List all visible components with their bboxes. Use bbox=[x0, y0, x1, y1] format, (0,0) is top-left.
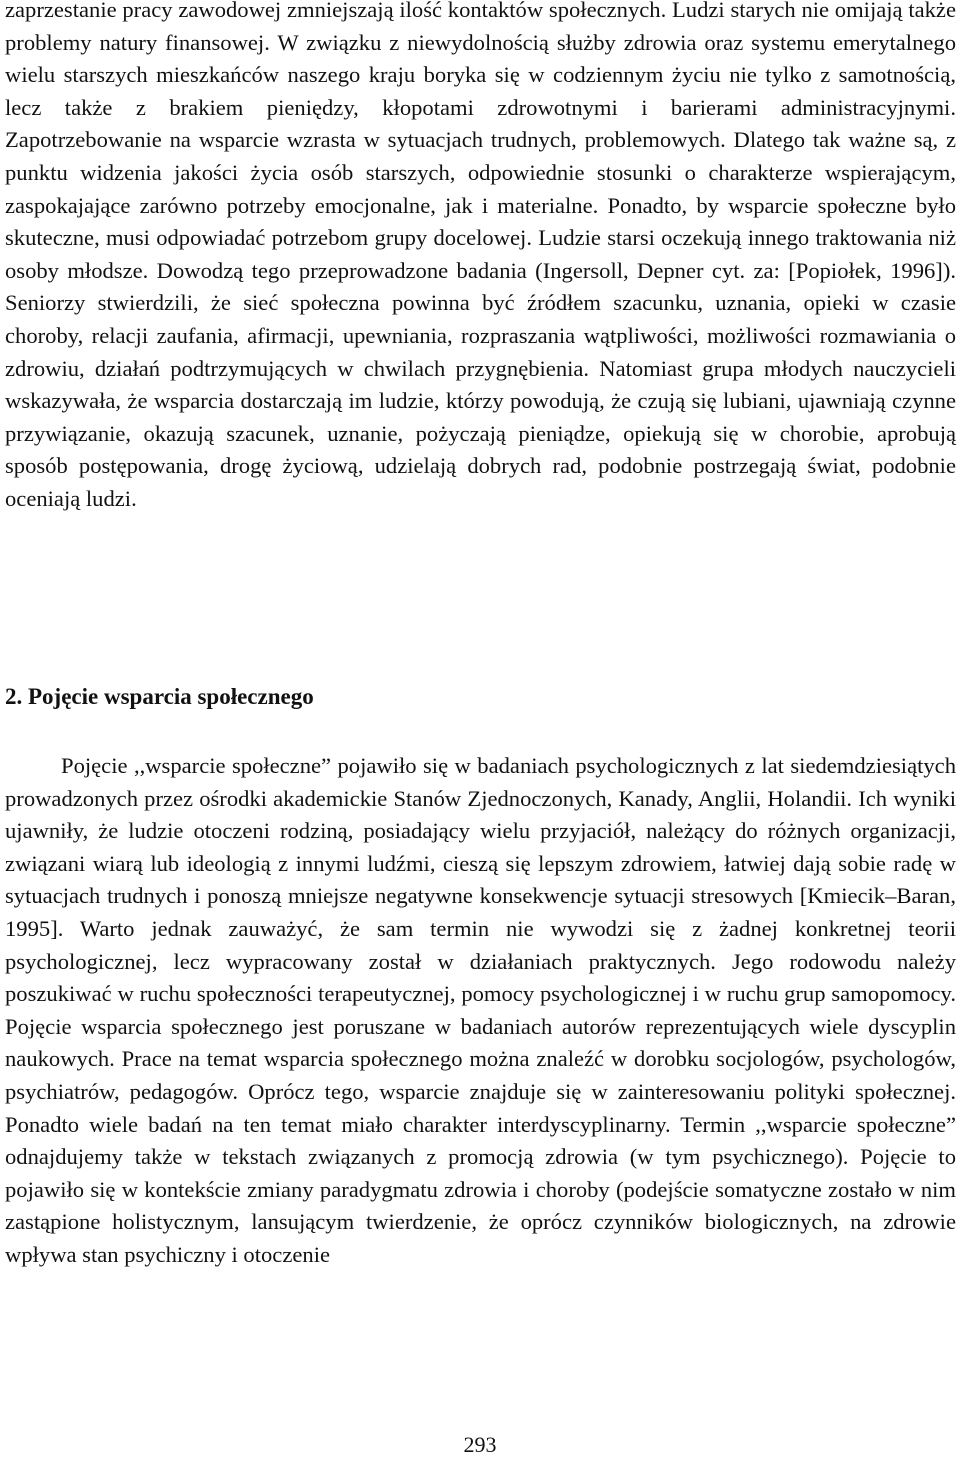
page-number: 293 bbox=[463, 1432, 497, 1457]
body-paragraph-indented bbox=[5, 750, 956, 1272]
body-paragraph-text: Pojęcie ,,wsparcie społeczne” pojawiło się w badaniach psychologicznych z lat siedemdziesiątych prowadzonych przez ośrodki akademickie Stanów Zjednoczonych, Kanady, Anglii, Holandii. Ich wyniki ujawniły, że ludzie otoczeni rodziną, posiadający wielu przyjaciół, należący do różnych organizacji, związani wiarą lub ideologią z innymi ludźmi, cieszą się lepszym zdrowiem, łatwiej dają sobie radę w sytuacjach trudnych i ponoszą mniejsze negatywne konsekwencje sytuacji stresowych [Kmiecik–Baran, 1995]. Warto jednak zauważyć, że sam termin nie wywodzi się z żadnej konkretnej teorii psychologicznej, lecz wypracowany został w działaniach praktycznych. Jego rodowodu należy poszukiwać w ruchu społeczności terapeutycznej, pomocy psychologicznej i w ruchu grup samopomocy. Pojęcie wsparcia społecznego jest poruszane w badaniach autorów reprezentujących wiele dyscyplin naukowych. Prace na temat wsparcia społecznego można znaleźć w dorobku socjologów, psychologów, psychiatrów, pedagogów. Oprócz tego, wsparcie znajduje się w zainteresowaniu polityki społecznej. Ponadto wiele badań na ten temat miało charakter interdyscyplinarny. Termin ,,wsparcie społeczne” odnajdujemy także w tekstach związanych z promocją zdrowia (w tym psychicznego). Pojęcie to pojawiło się w kontekście zmiany paradygmatu zdrowia i choroby (podejście somatyczne zostało w nim zastąpione holistycznym, lansującym twierdzenie, że oprócz czynników biologicznych, na zdrowie wpływa stan psychiczny i otoczenie bbox=[5, 753, 956, 1267]
body-paragraph: zaprzestanie pracy zawodowej zmniejszają ilość kontaktów społecznych. Ludzi starych nie omijają także problemy natury finansowej. W związku z niewydolnością służby zdrowia oraz systemu emerytalnego wielu starszych mieszkańców naszego kraju boryka się w codziennym życiu nie tylko z samotnością, lecz także z brakiem pieniędzy, kłopotami zdrowotnymi i barierami administracyjnymi. Zapotrzebowanie na wsparcie wzrasta w sytuacjach trudnych, problemowych. Dlatego tak ważne są, z punktu widzenia jakości życia osób starszych, odpowiednie stosunki o charakterze wspierającym, zaspokajające zarówno potrzeby emocjonalne, jak i materialne. Ponadto, by wsparcie społeczne było skuteczne, musi odpowiadać potrzebom grupy docelowej. Ludzie starsi oczekują innego traktowania niż osoby młodsze. Dowodzą tego przeprowadzone badania (Ingersoll, Depner cyt. za: [Popiołek, 1996]). Seniorzy stwierdzili, że sieć społeczna powinna być źródłem szacunku, uznania, opieki w czasie choroby, relacji zaufania, afirmacji, upewniania, rozpraszania wątpliwości, możliwości rozmawiania o zdrowiu, działań podtrzymujących w chwilach przygnębienia. Natomiast grupa młodych nauczycieli wskazywała, że wsparcia dostarczają im ludzie, którzy powodują, że czują się lubiani, ujawniają czynne przywiązanie, okazują szacunek, uznanie, pożyczają pieniądze, opiekują się w chorobie, aprobują sposób postępowania, drogę życiową, udzielają dobrych rad, podobnie postrzegają świat, podobnie oceniają ludzi. bbox=[5, 0, 956, 511]
section-heading: 2. Pojęcie wsparcia społecznego bbox=[5, 684, 314, 709]
